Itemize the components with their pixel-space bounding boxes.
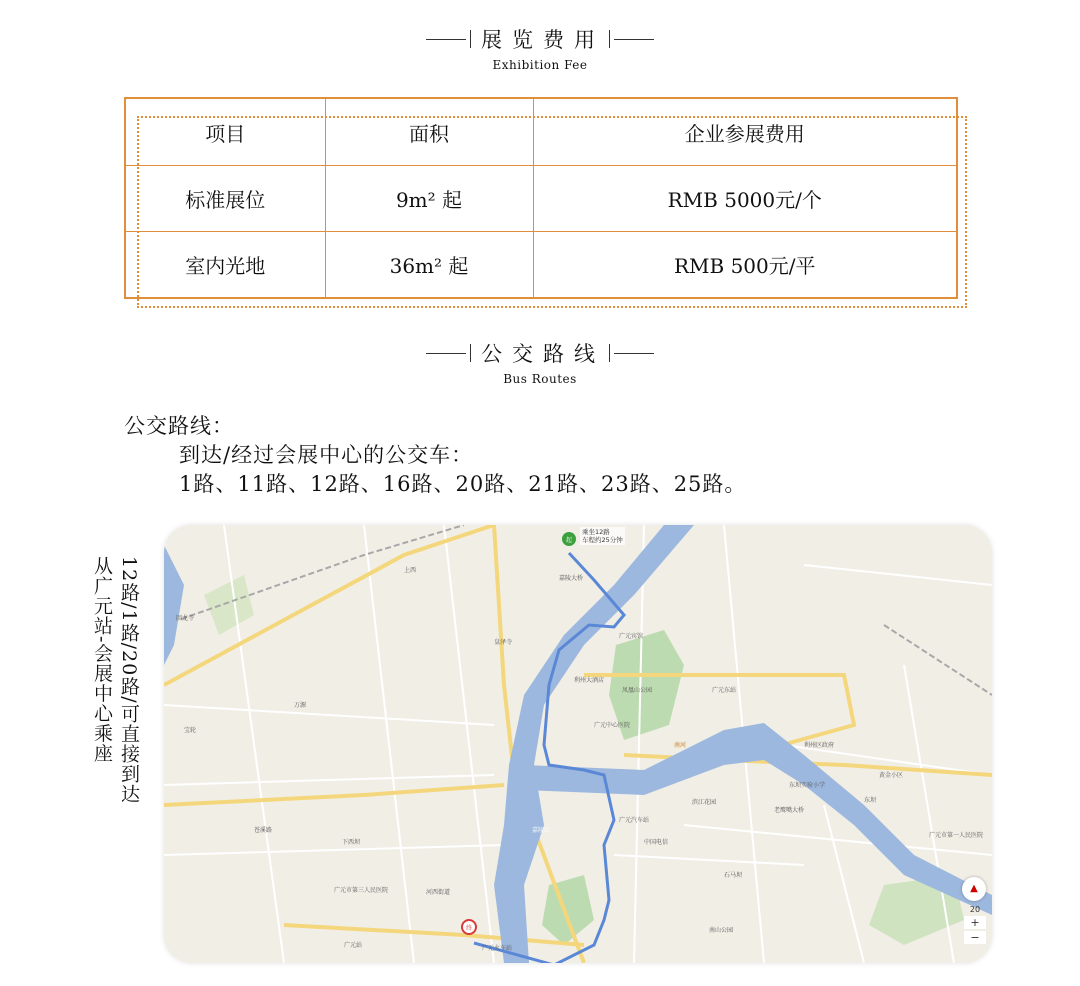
map-label: 上西 bbox=[404, 567, 417, 574]
route-callout bbox=[580, 527, 625, 545]
cell-area: 9m² 起 bbox=[325, 166, 533, 232]
map-label: 老鹰嘴大桥 bbox=[774, 807, 805, 814]
header-item: 项目 bbox=[125, 98, 325, 166]
map-label: 皇泽寺 bbox=[494, 639, 513, 646]
start-marker-label: 起 bbox=[566, 537, 573, 544]
map-label: 东坝实验小学 bbox=[789, 782, 826, 789]
map-label: 石马坝 bbox=[724, 872, 743, 879]
zoom-control bbox=[964, 905, 986, 946]
heading-tick-left bbox=[470, 30, 471, 48]
railway bbox=[164, 525, 464, 625]
side-text-col1: 12路/1路/20路/可直接到达 bbox=[118, 556, 140, 804]
map-graphic bbox=[164, 525, 992, 963]
fee-table-header-row bbox=[125, 98, 957, 166]
bus-route-map[interactable] bbox=[164, 525, 992, 963]
fee-heading bbox=[0, 24, 1080, 72]
callout-line2: 车程约25分钟 bbox=[582, 536, 623, 544]
map-label: 万源 bbox=[294, 702, 307, 709]
map-label: 广元中心医院 bbox=[594, 722, 631, 729]
compass-icon[interactable]: ▲ bbox=[962, 877, 986, 901]
map-label: 下西坝 bbox=[342, 839, 361, 846]
cell-fee: RMB 5000元/个 bbox=[533, 166, 957, 232]
header-area: 面积 bbox=[325, 98, 533, 166]
zoom-out-button[interactable]: − bbox=[964, 931, 986, 944]
map-label: 南河 bbox=[674, 742, 687, 749]
map-label: 河西街道 bbox=[426, 889, 451, 896]
map-label: 利州大酒店 bbox=[574, 677, 605, 684]
map-label: 宝轮 bbox=[184, 727, 197, 734]
river-branch bbox=[164, 545, 184, 665]
bus-info-label: 公交路线： bbox=[124, 414, 234, 438]
map-label: 广元市第三人民医院 bbox=[334, 887, 389, 894]
heading-rule-left bbox=[426, 39, 466, 40]
fee-table-wrap bbox=[124, 97, 958, 291]
map-label: 广元火车站 bbox=[482, 945, 513, 952]
park-area bbox=[542, 875, 594, 945]
map-label: 广元汽车站 bbox=[619, 817, 650, 824]
zoom-in-button[interactable]: + bbox=[964, 916, 986, 929]
heading-rule-left bbox=[426, 353, 466, 354]
river-jialing bbox=[494, 525, 694, 963]
map-label: 广元市第一人民医院 bbox=[929, 832, 984, 839]
fee-subtitle: Exhibition Fee bbox=[492, 58, 588, 72]
end-marker-label: 终 bbox=[466, 925, 473, 932]
heading-rule-right bbox=[614, 39, 654, 40]
map-label: 广元宾馆 bbox=[619, 633, 644, 640]
map-label: 凤凰山公园 bbox=[622, 687, 653, 694]
bus-info-line1: 到达/经过会展中心的公交车： bbox=[179, 443, 474, 467]
cell-item: 标准展位 bbox=[125, 166, 325, 232]
map-label: 苍溪路 bbox=[254, 827, 273, 834]
bus-heading bbox=[0, 338, 1080, 386]
cell-area: 36m² 起 bbox=[325, 232, 533, 299]
cell-fee: RMB 500元/平 bbox=[533, 232, 957, 299]
callout-line1: 乘坐12路 bbox=[582, 528, 610, 536]
table-row bbox=[125, 166, 957, 232]
map-label: 广元站 bbox=[344, 942, 363, 949]
bus-title: 公交路线 bbox=[481, 342, 605, 366]
fee-title: 展览费用 bbox=[481, 28, 605, 52]
zoom-level: 20 bbox=[969, 905, 981, 914]
side-text-col2: 从广元站-会展中心乘座 bbox=[91, 556, 113, 764]
map-label: 中国电信 bbox=[644, 839, 669, 846]
heading-tick-right bbox=[609, 30, 610, 48]
railway bbox=[884, 625, 992, 695]
map-label: 利州区政府 bbox=[804, 742, 835, 749]
map-label: 滨江花园 bbox=[692, 799, 717, 806]
table-row bbox=[125, 232, 957, 299]
heading-rule-right bbox=[614, 353, 654, 354]
map-label: 回龙寺 bbox=[176, 615, 195, 622]
fee-table bbox=[124, 97, 958, 299]
heading-tick-left bbox=[470, 344, 471, 362]
map-label: 南山公园 bbox=[709, 927, 734, 934]
map-label: 嘉陵江 bbox=[532, 827, 551, 834]
map-label: 广元东站 bbox=[712, 687, 737, 694]
park-area bbox=[204, 575, 254, 635]
cell-item: 室内光地 bbox=[125, 232, 325, 299]
bus-subtitle: Bus Routes bbox=[503, 372, 577, 386]
header-fee: 企业参展费用 bbox=[533, 98, 957, 166]
heading-tick-right bbox=[609, 344, 610, 362]
map-label: 黄金小区 bbox=[879, 772, 904, 779]
map-label: 嘉陵大桥 bbox=[559, 575, 584, 582]
bus-info bbox=[124, 412, 746, 499]
map-label: 东坝 bbox=[864, 797, 877, 804]
bus-info-routes: 1路、11路、12路、16路、20路、21路、23路、25路。 bbox=[179, 472, 747, 496]
